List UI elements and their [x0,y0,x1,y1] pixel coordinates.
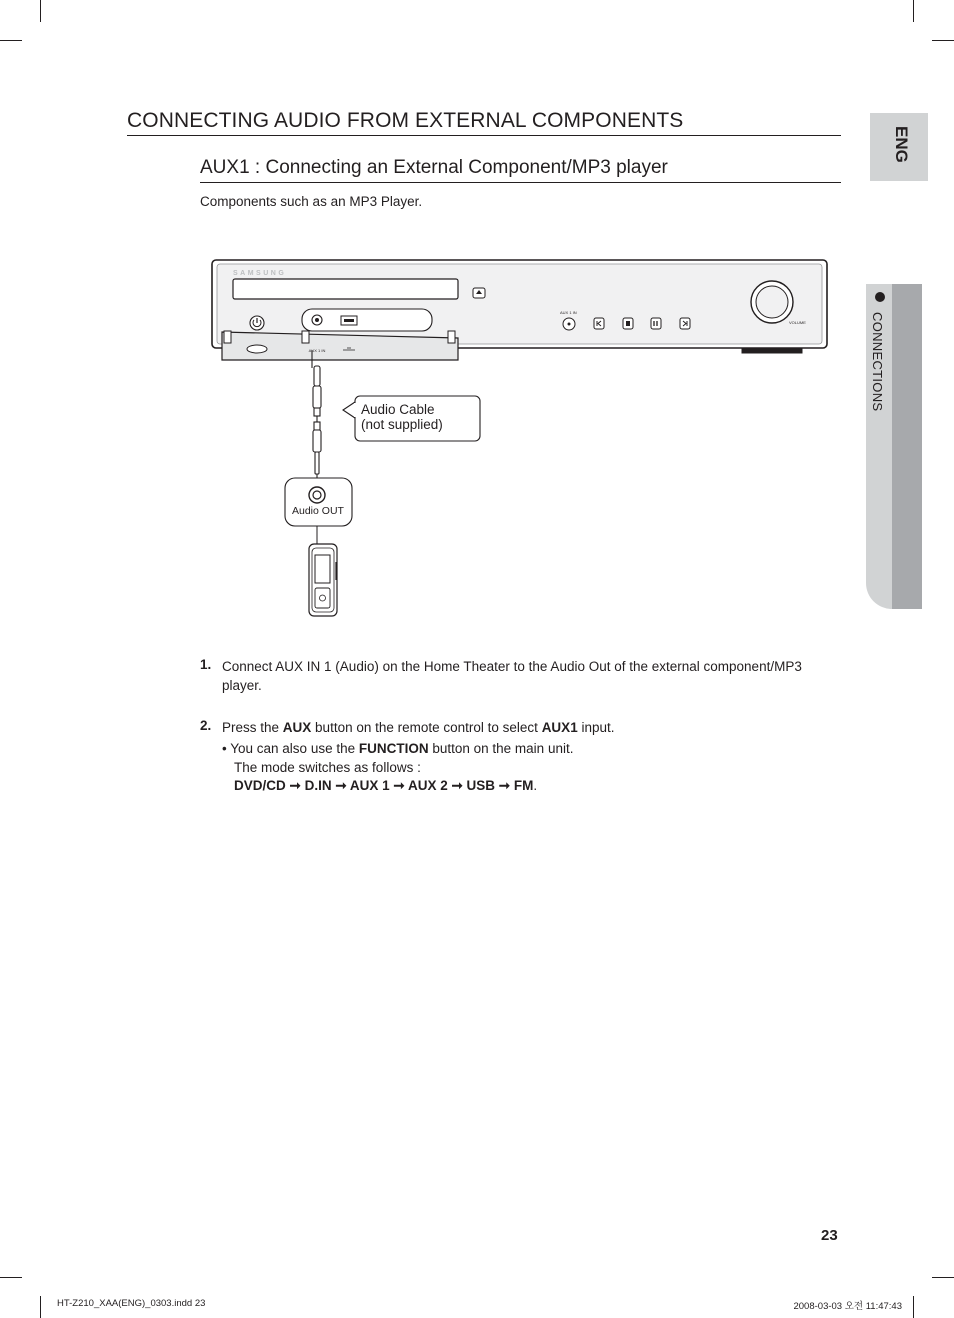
step-2-mid: button on the remote control to select [311,720,542,735]
intro-text: Components such as an MP3 Player. [200,194,423,209]
mp3-player-icon [309,544,337,616]
step-2-post: input. [577,720,615,735]
aux-jack-label: AUX 1 IN [308,348,326,353]
bullet-pre: You can also use the [230,741,359,756]
step-2-text [222,718,614,737]
crop-mark [0,40,22,41]
crop-mark [40,1296,41,1318]
brand-logo: SAMSUNG [233,270,287,277]
mode-switch-intro: The mode switches as follows : [234,760,421,775]
volume-label: VOLUME [789,320,806,325]
step-2-bullet [222,739,573,758]
connection-diagram [205,250,835,630]
page-title: CONNECTING AUDIO FROM EXTERNAL COMPONENTS [127,109,684,132]
step-2-pre: Press the [222,720,283,735]
section-tab-label: CONNECTIONS [870,312,885,412]
crop-mark [0,1277,22,1278]
cable-callout-line1: Audio Cable [361,402,435,417]
step-1-line1: Connect AUX IN 1 (Audio) on the Home Theater to the Audio Out of the external component/MP3 [222,659,802,674]
step-2-number: 2. [200,718,212,733]
bullet-icon: • [222,741,227,756]
crop-mark [913,1296,914,1318]
language-tab-label: ENG [892,126,911,163]
audio-out-label: Audio OUT [292,505,344,517]
cable-callout-line2: (not supplied) [361,417,443,432]
aux1-input-name: AUX1 [541,720,578,735]
section-bullet-icon [875,292,885,302]
aux-in-label: AUX 1 IN [560,310,577,315]
page-number: 23 [821,1227,838,1244]
crop-mark [913,0,914,22]
cable-callout-text [361,402,443,432]
bullet-post: button on the main unit. [428,741,574,756]
aux-button-name: AUX [282,720,312,735]
crop-mark [40,0,41,22]
audio-cable [312,350,321,486]
footer-file: HT-Z210_XAA(ENG)_0303.indd 23 [57,1298,206,1309]
crop-mark [932,40,954,41]
section-subtitle: AUX1 : Connecting an External Component/MP3 player [200,157,668,178]
subtitle-rule [200,182,841,183]
step-1-number: 1. [200,657,212,672]
step-1-line2: player. [222,678,262,693]
footer-timestamp: 2008-03-03 오전 11:47:43 [793,1301,902,1312]
home-theater-unit [212,260,827,360]
mode-sequence-list: DVD/CD ➞ D.IN ➞ AUX 1 ➞ AUX 2 ➞ USB ➞ FM [234,778,534,793]
crop-mark [932,1277,954,1278]
title-rule [127,135,841,136]
mode-sequence-end: . [533,778,538,793]
mode-sequence [234,776,537,795]
step-1-text [222,657,832,695]
function-button-name: FUNCTION [358,741,429,756]
section-tab-shade [892,284,922,609]
